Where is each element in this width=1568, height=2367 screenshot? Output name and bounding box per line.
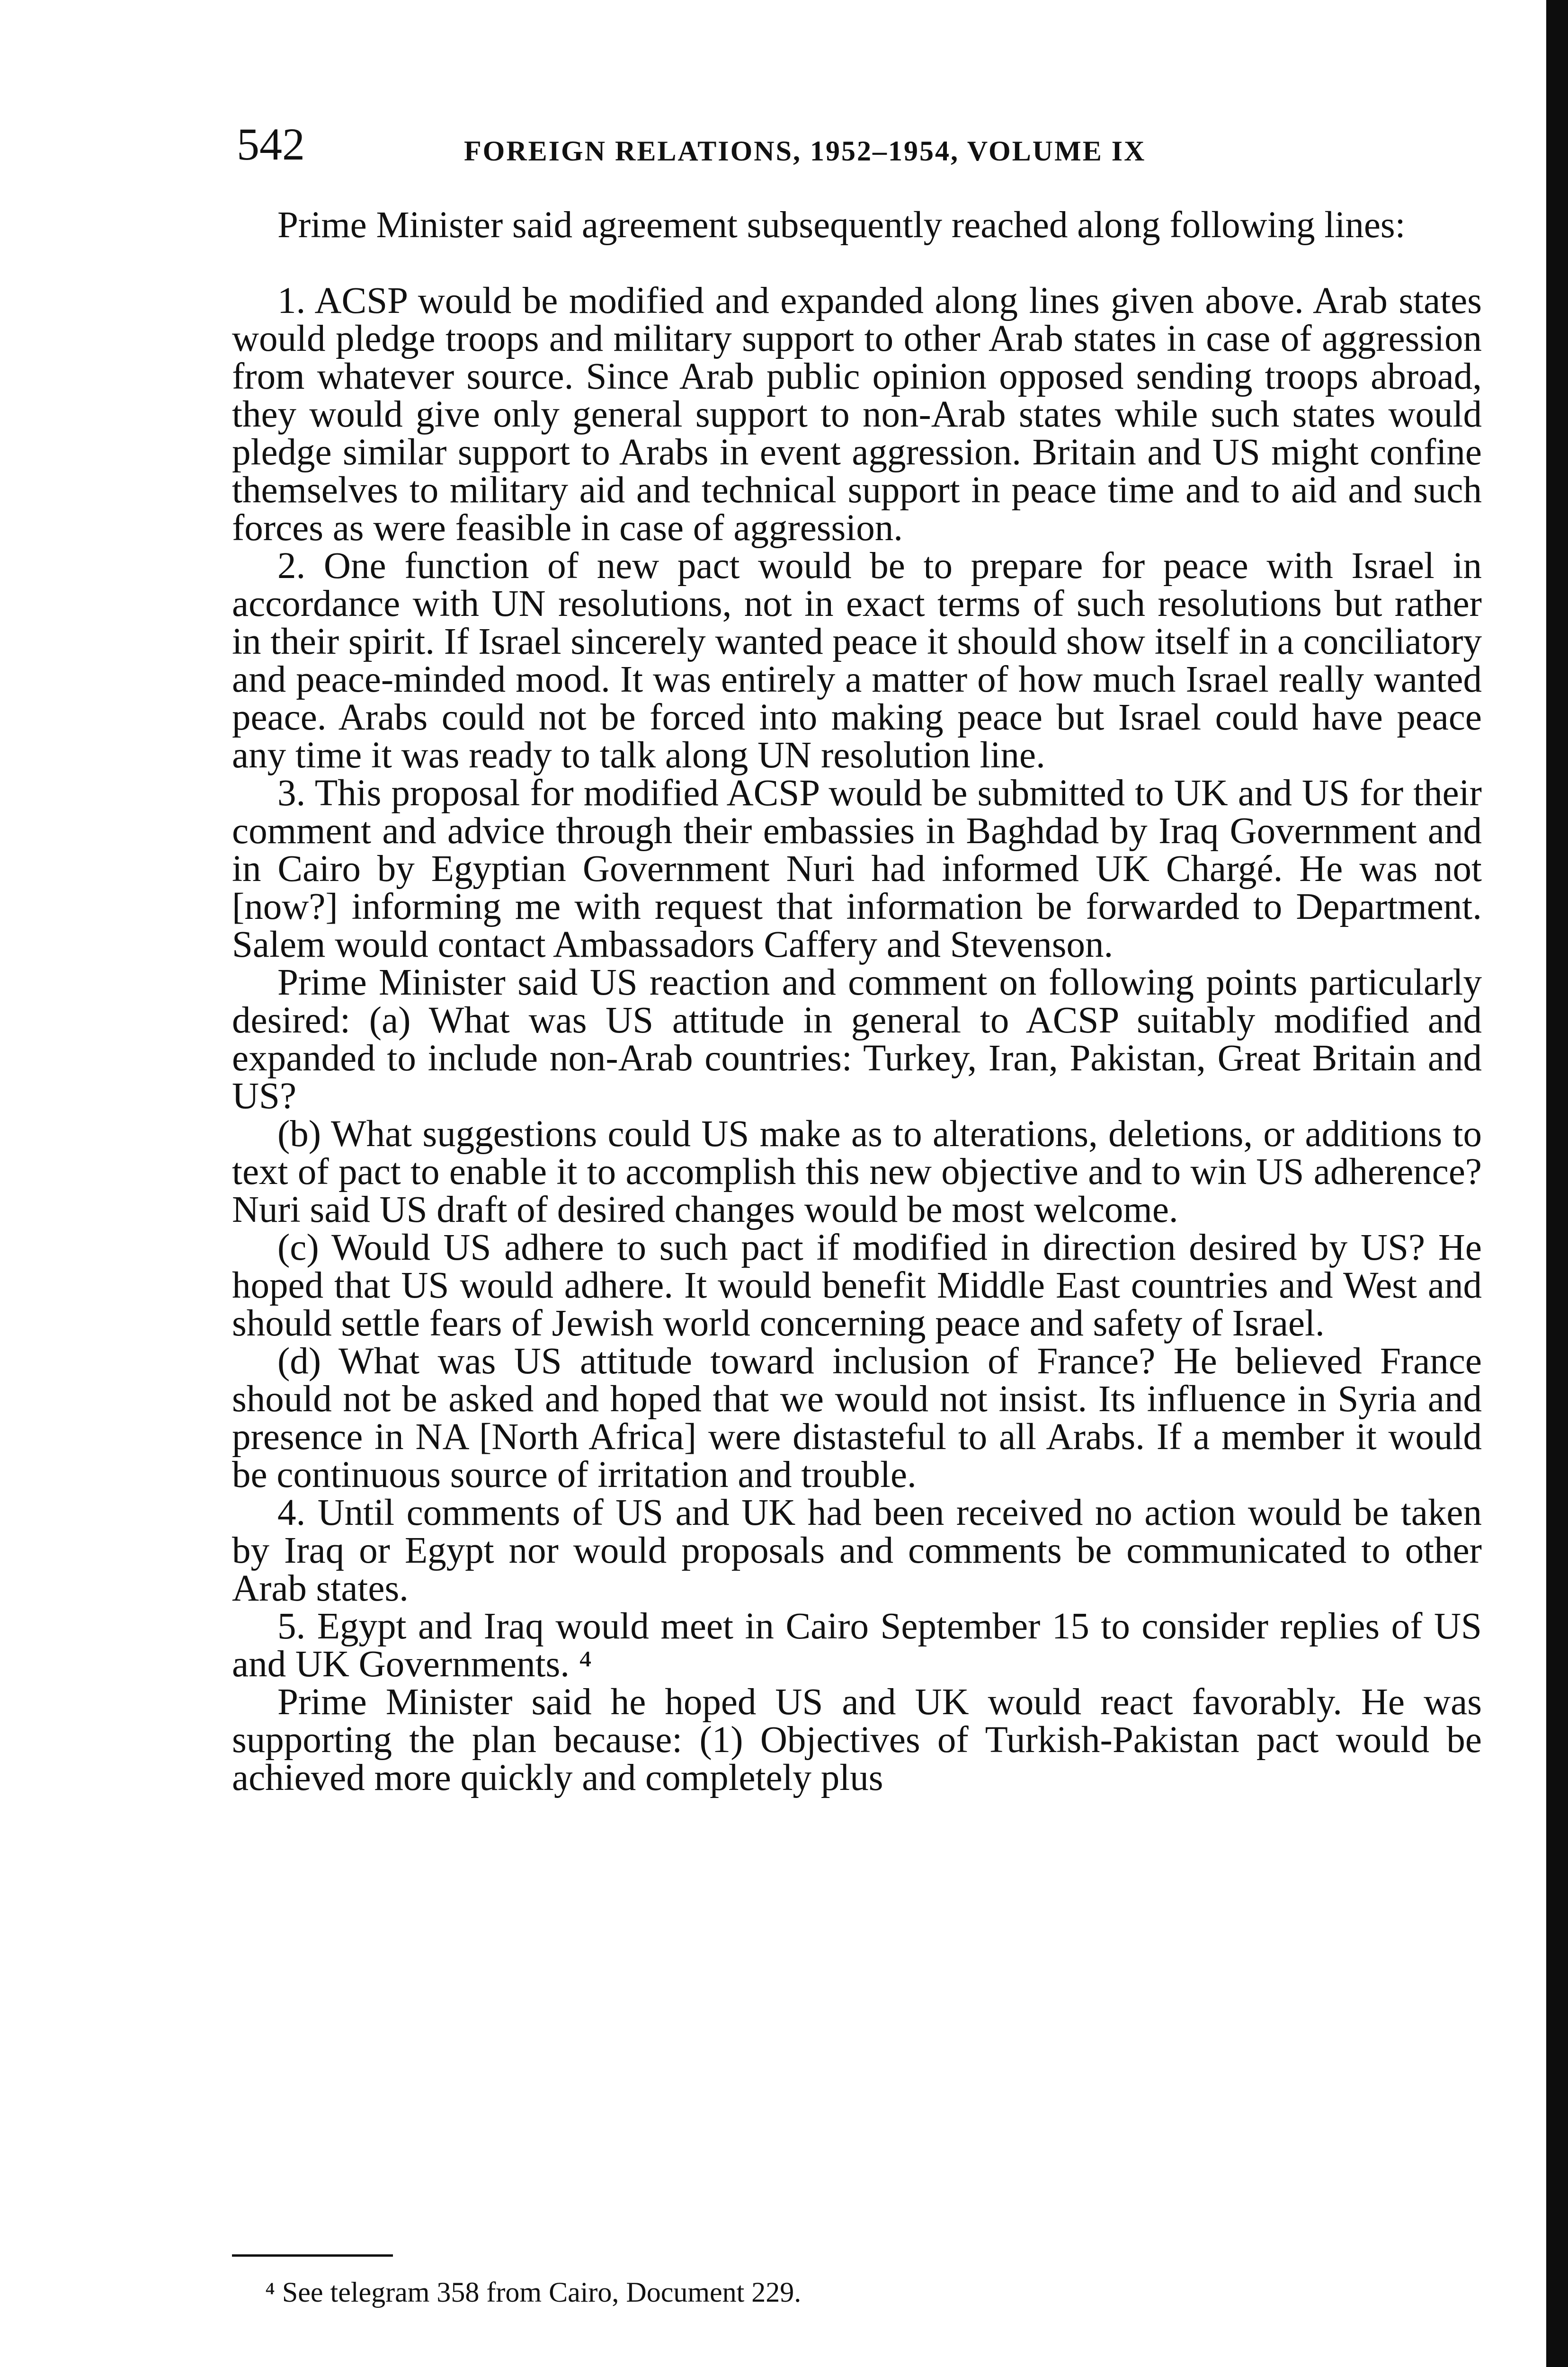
paragraph-questions: Prime Minister said US reaction and comment on following points particularly desired: (a) What was US attitude in general to ACSP suitably modified and expanded to include non-Arab countries: Turkey, Iran, Pakistan, Great Britain and US? xyxy=(232,962,1482,1117)
page-header xyxy=(237,118,1487,175)
scan-edge xyxy=(1546,0,1568,2367)
paragraph-question-d: (d) What was US attitude toward inclusion of France? He believed France should not be asked and hoped that we would not insist. Its influence in Syria and presence in NA [North Africa] were distasteful to all Arabs. If a member it would be continuous source of irritation and trouble. xyxy=(232,1341,1482,1495)
paragraph-point-1: 1. ACSP would be modified and expanded along lines given above. Arab states would pledge troops and military support to other Arab states in case of aggression from whatever source. Since Arab public opinion opposed sending troops abroad, they would give only general support to non-Arab states while such states would pledge similar support to Arabs in event aggression. Britain and US might confine themselves to military aid and technical support in peace time and to aid and such forces as were feasible in case of aggression. xyxy=(232,280,1482,549)
footnote-rule xyxy=(232,2254,393,2257)
paragraph-intro: Prime Minister said agreement subsequently reached along following lines: xyxy=(277,205,1406,246)
running-head: FOREIGN RELATIONS, 1952–1954, VOLUME IX xyxy=(464,135,1146,167)
page-number: 542 xyxy=(237,119,305,169)
paragraph-question-b: (b) What suggestions could US make as to alterations, deletions, or additions to text of pact to enable it to accomplish this new objective and to win US adherence? Nuri said US draft of desired changes would be most welcome. xyxy=(232,1113,1482,1230)
paragraph-point-2: 2. One function of new pact would be to prepare for peace with Israel in accordance with UN resolutions, not in exact terms of such resolutions but rather in their spirit. If Israel sincerely wanted peace it should show itself in a conciliatory and peace-minded mood. It was entirely a matter of how much Israel really wanted peace. Arabs could not be forced into making peace but Israel could have peace any time it was ready to talk along UN resolution line. xyxy=(232,545,1482,776)
footnote: ⁴ See telegram 358 from Cairo, Document 229. xyxy=(265,2277,802,2308)
paragraph-point-4: 4. Until comments of US and UK had been received no action would be taken by Iraq or Egypt nor would proposals and comments be communicated to other Arab states. xyxy=(232,1492,1482,1609)
paragraph-conclusion: Prime Minister said he hoped US and UK would react favorably. He was supporting the plan because: (1) Objectives of Turkish-Pakistan pact would be achieved more quickly and completely plus xyxy=(232,1682,1482,1798)
paragraph-point-3: 3. This proposal for modified ACSP would be submitted to UK and US for their comment and advice through their embassies in Baghdad by Iraq Government and in Cairo by Egyptian Government Nuri had informed UK Chargé. He was not [now?] informing me with request that information be forwarded to Department. Salem would contact Ambassadors Caffery and Stevenson. xyxy=(232,773,1482,965)
paragraph-question-c: (c) Would US adhere to such pact if modified in direction desired by US? He hoped that US would adhere. It would benefit Middle East countries and West and should settle fears of Jewish world concerning peace and safety of Israel. xyxy=(232,1227,1482,1344)
body-text xyxy=(232,206,1482,1797)
paragraph-point-5: 5. Egypt and Iraq would meet in Cairo September 15 to consider replies of US and UK Governments. ⁴ xyxy=(232,1606,1482,1685)
